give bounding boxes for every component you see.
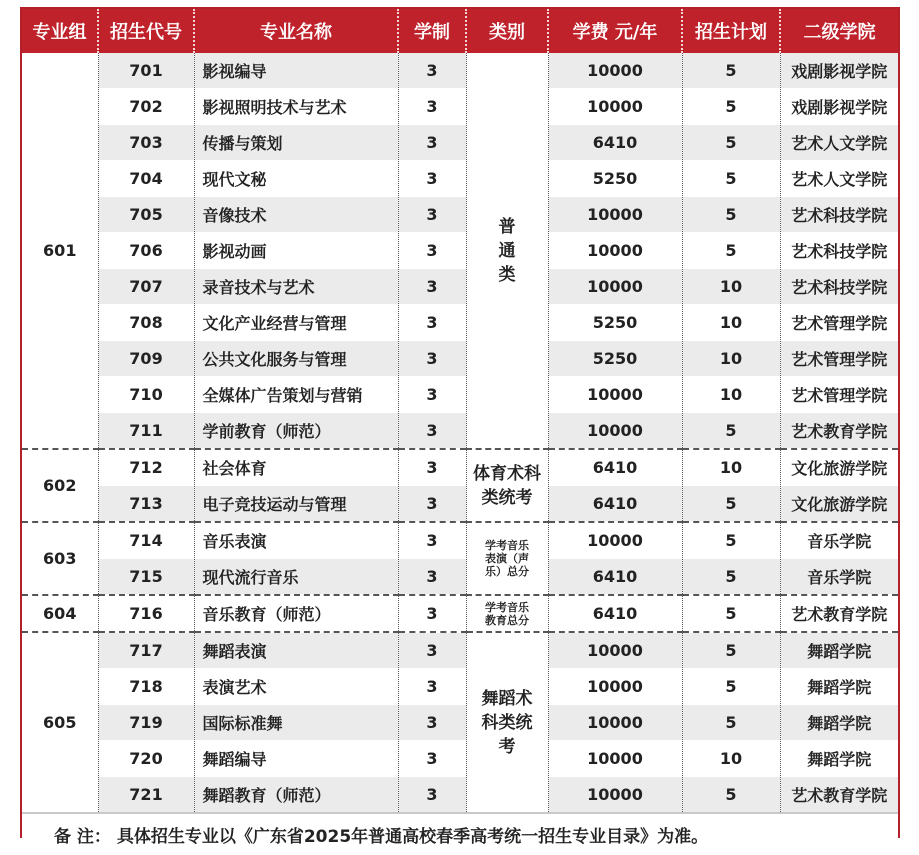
major-name: 国际标准舞: [194, 705, 398, 741]
major-name: 社会体育: [194, 449, 398, 486]
table-row: [22, 522, 898, 559]
college-name: 艺术管理学院: [780, 305, 898, 341]
tuition-fee: 10000: [548, 741, 682, 777]
enrollment-plan: 10: [682, 741, 780, 777]
enrollment-plan: 5: [682, 89, 780, 125]
enrollment-plan: 5: [682, 559, 780, 596]
major-code: 704: [98, 161, 194, 197]
major-code: 719: [98, 705, 194, 741]
major-code: 716: [98, 595, 194, 632]
major-name: 文化产业经营与管理: [194, 305, 398, 341]
header-code: 招生代号: [98, 9, 194, 53]
enrollment-plan: 5: [682, 595, 780, 632]
major-code: 720: [98, 741, 194, 777]
table-row: [22, 89, 898, 125]
table-row: [22, 269, 898, 305]
major-code: 701: [98, 53, 194, 89]
major-name: 表演艺术: [194, 669, 398, 705]
table-row: [22, 161, 898, 197]
table-row: [22, 413, 898, 450]
header-group: 专业组: [22, 9, 98, 53]
enrollment-table: [22, 9, 898, 855]
study-years: 3: [398, 89, 466, 125]
college-name: 艺术科技学院: [780, 197, 898, 233]
major-name: 传播与策划: [194, 125, 398, 161]
table-row: [22, 341, 898, 377]
enrollment-plan: 5: [682, 705, 780, 741]
major-name: 音乐教育（师范）: [194, 595, 398, 632]
table-row: [22, 197, 898, 233]
study-years: 3: [398, 669, 466, 705]
college-name: 舞蹈学院: [780, 741, 898, 777]
table-row: [22, 125, 898, 161]
category-cell: 普 通 类: [466, 53, 548, 449]
table-row: [22, 669, 898, 705]
major-code: 711: [98, 413, 194, 450]
study-years: 3: [398, 341, 466, 377]
study-years: 3: [398, 305, 466, 341]
study-years: 3: [398, 413, 466, 450]
enrollment-plan: 5: [682, 486, 780, 523]
study-years: 3: [398, 486, 466, 523]
table-row: [22, 741, 898, 777]
major-code: 714: [98, 522, 194, 559]
enrollment-plan: 5: [682, 197, 780, 233]
enrollment-plan: 10: [682, 341, 780, 377]
tuition-fee: 10000: [548, 632, 682, 669]
study-years: 3: [398, 377, 466, 413]
major-name: 舞蹈教育（师范）: [194, 777, 398, 814]
tuition-fee: 5250: [548, 341, 682, 377]
college-name: 舞蹈学院: [780, 669, 898, 705]
table-row: [22, 632, 898, 669]
study-years: 3: [398, 161, 466, 197]
college-name: 文化旅游学院: [780, 486, 898, 523]
college-name: 艺术科技学院: [780, 233, 898, 269]
major-code: 709: [98, 341, 194, 377]
enrollment-table-frame: [20, 7, 900, 847]
major-code: 706: [98, 233, 194, 269]
tuition-fee: 5250: [548, 305, 682, 341]
college-name: 舞蹈学院: [780, 705, 898, 741]
table-body: [22, 53, 898, 813]
tuition-fee: 10000: [548, 705, 682, 741]
header-college: 二级学院: [780, 9, 898, 53]
college-name: 艺术管理学院: [780, 377, 898, 413]
tuition-fee: 10000: [548, 377, 682, 413]
college-name: 戏剧影视学院: [780, 89, 898, 125]
college-name: 艺术教育学院: [780, 777, 898, 814]
table-row: [22, 377, 898, 413]
major-code: 712: [98, 449, 194, 486]
study-years: 3: [398, 53, 466, 89]
enrollment-plan: 10: [682, 269, 780, 305]
table-row: [22, 486, 898, 523]
enrollment-plan: 5: [682, 669, 780, 705]
tuition-fee: 10000: [548, 777, 682, 814]
college-name: 艺术教育学院: [780, 413, 898, 450]
tuition-fee: 10000: [548, 522, 682, 559]
header-fee: 学费 元/年: [548, 9, 682, 53]
major-code: 718: [98, 669, 194, 705]
major-code: 702: [98, 89, 194, 125]
major-code: 705: [98, 197, 194, 233]
enrollment-plan: 5: [682, 413, 780, 450]
college-name: 艺术人文学院: [780, 125, 898, 161]
tuition-fee: 10000: [548, 669, 682, 705]
college-name: 文化旅游学院: [780, 449, 898, 486]
major-name: 音像技术: [194, 197, 398, 233]
table-row: [22, 777, 898, 814]
category-cell: 舞蹈术 科类统 考: [466, 632, 548, 813]
college-name: 音乐学院: [780, 559, 898, 596]
major-code: 708: [98, 305, 194, 341]
college-name: 音乐学院: [780, 522, 898, 559]
college-name: 艺术管理学院: [780, 341, 898, 377]
study-years: 3: [398, 125, 466, 161]
enrollment-plan: 5: [682, 233, 780, 269]
major-name: 公共文化服务与管理: [194, 341, 398, 377]
group-number: 605: [22, 632, 98, 813]
study-years: 3: [398, 741, 466, 777]
major-code: 715: [98, 559, 194, 596]
group-number: 601: [22, 53, 98, 449]
major-name: 现代流行音乐: [194, 559, 398, 596]
college-name: 艺术科技学院: [780, 269, 898, 305]
tuition-fee: 6410: [548, 559, 682, 596]
table-row: [22, 53, 898, 89]
enrollment-plan: 5: [682, 53, 780, 89]
group-number: 603: [22, 522, 98, 595]
tuition-fee: 10000: [548, 233, 682, 269]
study-years: 3: [398, 269, 466, 305]
group-number: 604: [22, 595, 98, 632]
tuition-fee: 6410: [548, 125, 682, 161]
major-name: 影视编导: [194, 53, 398, 89]
tuition-fee: 10000: [548, 89, 682, 125]
study-years: 3: [398, 233, 466, 269]
major-name: 舞蹈表演: [194, 632, 398, 669]
tuition-fee: 10000: [548, 197, 682, 233]
table-row: [22, 705, 898, 741]
study-years: 3: [398, 632, 466, 669]
header-years: 学制: [398, 9, 466, 53]
category-cell: 体育术科 类统考: [466, 449, 548, 522]
college-name: 戏剧影视学院: [780, 53, 898, 89]
tuition-fee: 10000: [548, 269, 682, 305]
group-number: 602: [22, 449, 98, 522]
category-cell: 学考音乐 表演（声 乐）总分: [466, 522, 548, 595]
tuition-fee: 6410: [548, 595, 682, 632]
study-years: 3: [398, 449, 466, 486]
study-years: 3: [398, 522, 466, 559]
major-code: 713: [98, 486, 194, 523]
enrollment-plan: 10: [682, 377, 780, 413]
study-years: 3: [398, 705, 466, 741]
study-years: 3: [398, 777, 466, 814]
major-code: 717: [98, 632, 194, 669]
table-row: [22, 449, 898, 486]
header-major: 专业名称: [194, 9, 398, 53]
study-years: 3: [398, 197, 466, 233]
table-row: [22, 595, 898, 632]
college-name: 舞蹈学院: [780, 632, 898, 669]
header-category: 类别: [466, 9, 548, 53]
tuition-fee: 10000: [548, 53, 682, 89]
note-row: [22, 813, 898, 855]
header-row: [22, 9, 898, 53]
major-name: 全媒体广告策划与营销: [194, 377, 398, 413]
header-plan: 招生计划: [682, 9, 780, 53]
major-code: 721: [98, 777, 194, 814]
major-code: 710: [98, 377, 194, 413]
tuition-fee: 5250: [548, 161, 682, 197]
major-code: 703: [98, 125, 194, 161]
enrollment-plan: 5: [682, 777, 780, 814]
tuition-fee: 6410: [548, 486, 682, 523]
major-name: 电子竞技运动与管理: [194, 486, 398, 523]
major-name: 影视动画: [194, 233, 398, 269]
enrollment-plan: 5: [682, 632, 780, 669]
table-row: [22, 559, 898, 596]
major-code: 707: [98, 269, 194, 305]
enrollment-plan: 5: [682, 125, 780, 161]
enrollment-plan: 5: [682, 522, 780, 559]
tuition-fee: 10000: [548, 413, 682, 450]
college-name: 艺术教育学院: [780, 595, 898, 632]
college-name: 艺术人文学院: [780, 161, 898, 197]
study-years: 3: [398, 595, 466, 632]
table-row: [22, 305, 898, 341]
major-name: 音乐表演: [194, 522, 398, 559]
major-name: 录音技术与艺术: [194, 269, 398, 305]
study-years: 3: [398, 559, 466, 596]
major-name: 舞蹈编导: [194, 741, 398, 777]
major-name: 现代文秘: [194, 161, 398, 197]
note-text: 备 注： 具体招生专业以《广东省2025年普通高校春季高考统一招生专业目录》为准。: [22, 813, 898, 855]
major-name: 影视照明技术与艺术: [194, 89, 398, 125]
enrollment-plan: 10: [682, 305, 780, 341]
enrollment-plan: 10: [682, 449, 780, 486]
major-name: 学前教育（师范）: [194, 413, 398, 450]
category-cell: 学考音乐 教育总分: [466, 595, 548, 632]
table-row: [22, 233, 898, 269]
tuition-fee: 6410: [548, 449, 682, 486]
enrollment-plan: 5: [682, 161, 780, 197]
